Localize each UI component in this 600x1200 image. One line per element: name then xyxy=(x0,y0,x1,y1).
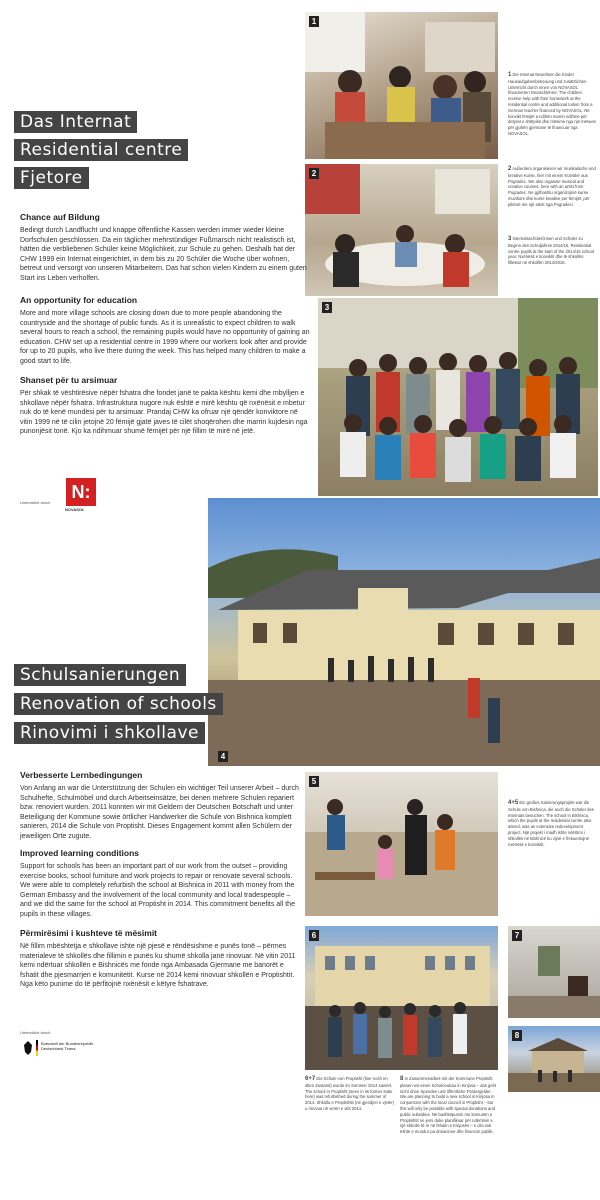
section-title-en: Renovation of schools xyxy=(14,693,223,715)
heading-de: Chance auf Bildung xyxy=(20,212,100,222)
photo-old-classroom xyxy=(508,926,600,1018)
section-title-sq: Fjetore xyxy=(14,167,89,189)
caption-6-7 xyxy=(305,1076,395,1112)
section-title-sq: Rinovimi i shkollave xyxy=(14,722,205,744)
photo-school-proptisht xyxy=(305,926,498,1070)
photo-number-badge: 2 xyxy=(309,168,319,179)
photo-school-interior xyxy=(305,772,498,916)
sponsor-name: Botschaft der Bundesrepublik Deutschland Tirana xyxy=(41,1041,94,1051)
photo-art-course xyxy=(305,164,498,296)
heading-en: Improved learning conditions xyxy=(20,848,140,858)
photo-kinjosa-school xyxy=(508,1026,600,1092)
paragraph-sq: Në fillim mbështetja e shkollave ishte një pjesë e rëndësishme e punës tonë – përmes materialeve të shkollës dhe fillimin e punës ku shumë shkolla janë rinovuar. Në vitin 2011 kemi ndërtuar shkollën e Bishnicës me fonde nga Ambasada Gjermane me banorët e fshatit dhe pjesmarrjen e komunitetit. Kurse në 2014 kemi rinovuar shkollën e Proptishtit. Nga këto punime do të përfitojnë nxënësit e këtyre fshatrave. xyxy=(20,943,296,989)
photo-group-pupils xyxy=(318,298,598,496)
sponsor-label: Unterstützt durch xyxy=(20,500,51,505)
photo-school-bishnica xyxy=(208,498,600,766)
photo-number-badge: 4 xyxy=(218,751,228,762)
caption-number: 3 xyxy=(508,236,512,242)
caption-number: 6+7 xyxy=(305,1076,316,1082)
heading-en: An opportunity for education xyxy=(20,295,138,305)
caption-2 xyxy=(508,166,596,208)
photo-number-badge: 6 xyxy=(309,930,319,941)
caption-1 xyxy=(508,72,596,137)
caption-number: 2 xyxy=(508,166,512,172)
photo-number-badge: 7 xyxy=(512,930,522,941)
caption-text: Internatsschüler/innen und Schüler zu Beginn des Schuljahres 2014/15. Residential centre pupils at the start of the 2014/15 school year. Nxënësit e konviktit dhe të shkollës fillestar në shkollën 2014/2015. xyxy=(508,236,594,266)
paragraph-en: More and more village schools are closing down due to more people abandoning the countryside and the shortage of public funds. As it is unrealistic to expect children to walk several hours to reach a school, the remaining pupils would have no opportunity of gaining an education. CHW set up a residential centre in 1999 where our workers look after and provide for up to 20 pupils, who live there during the week. This has helped many children to make a good start to life. xyxy=(20,310,310,365)
sponsor-label: Unterstützt durch xyxy=(20,1030,51,1035)
sponsor-name: NOVASOL xyxy=(65,507,85,512)
caption-text: Die Schule von Proptisht (hier noch im alten Zustand) wurde im Sommer 2014 saniert. The school in Proptisht (seen in its former state here) was refurbished during the summer of 2014. Shkolla e Proptishtit (në gjendjen e vjetër) u rinovua në verën e vitit 2014. xyxy=(305,1076,395,1111)
german-flag-bar xyxy=(36,1040,38,1056)
heading-de: Verbesserte Lernbedingungen xyxy=(20,770,143,780)
section-title-de: Schulsanierungen xyxy=(14,664,186,686)
caption-number: 4+5 xyxy=(508,800,519,806)
caption-number: 8 xyxy=(400,1076,404,1082)
paragraph-de: Von Anfang an war die Unterstützung der Schulen ein wichtiger Teil unserer Arbeit – durch Schulhefte, Schulmöbel und durch Arbeitseinsätze, bei denen mehrere Schulen repariert bzw. renoviert wurden. 2011 konnten wir mit Geldern der Deutschen Botschaft und unter Beteiligung der Kommune sowie örtlicher Handwerker die Schule von Bishnica komplett sanieren, 2014 die Schule von Proptisht. Dieses Engagement kommt allen Schülern der jeweiligen Orte zugute. xyxy=(20,785,299,840)
photo-number-badge: 5 xyxy=(309,776,319,787)
caption-text: In Zusammenarbeit mit der Kommune Proptisht planen wir einen Schulneubau in Kinjosa – das geht nicht ohne Spenden und öffentliche Fördergelder. We are planning to build a new school in Kinjosa in conjunction with the local council in Proptisht – but this will only be possible with special donations and public subsidies. Në bashkëpunim me komunën e Proptishtit ne jemi duke planifikuar për ndërtimin e një shkolle të re në fshatin e Kinjosës – e cila nuk është e mundur pa donacione dhe financim publik. xyxy=(400,1076,497,1135)
caption-number: 1 xyxy=(508,72,512,78)
paragraph-de: Bedingt durch Landflucht und knappe öffentliche Kassen werden immer wieder kleine Dorfschulen geschlossen. Da ein täglicher mehrstündiger Fußmarsch nicht realistisch ist, hätten die verbliebenen Schüler keine Möglichkeit, zur Schule zu gehen. Deshalb hat der CHW 1999 ein Internat eingerichtet, in dem bis zu 20 Schüler die Woche über wohnen, betreut und versorgt von unseren Mitarbeitern. Das hat schon vielen Kindern zu einem guten Start ins Leben verholfen. xyxy=(20,227,307,282)
photo-number-badge: 1 xyxy=(309,16,319,27)
photo-number-badge: 3 xyxy=(322,302,332,313)
caption-8 xyxy=(400,1076,498,1135)
german-eagle-emblem-icon xyxy=(22,1040,34,1056)
section-title-de: Das Internat xyxy=(14,111,137,133)
novasol-logo xyxy=(66,478,96,506)
paragraph-en: Support for schools has been an important part of our work from the outset – providing exercise books, school furniture and work projects to repair or renovate several schools. We were able to completely refurbish the school at Bishnica in 2011 with money from the German Embassy and the involvement of the local community and local tradespeople – and we did the same for the school at Proptisht in 2014. This commitment benefits all the pupils in these villages. xyxy=(20,863,295,918)
photo-homework-children xyxy=(305,12,498,159)
caption-4-5 xyxy=(508,800,596,847)
caption-text: Ein großes Sanierungsprojekt war die Schule von Bishnica, die auch die Schüler des Internats besuchen. The school in Bishnica, which the pupils at the residential centre also attend, was an extensive redevelopment project. Një projekt i madh ishte ndërtimi i shkollës në Bishnicë ku vijnë e frekuentojnë nxënësit e konviktit. xyxy=(508,800,594,847)
heading-sq: Shanset për tu arsimuar xyxy=(20,375,118,385)
photo-number-badge: 8 xyxy=(512,1030,522,1041)
caption-text: Die Internat-bewohner die Kinder Hausaufgabenbetreuung und zusätzlichen Unterricht durch einen von NOVASOL finanzierten Deutschlehrer. The children receive help with their homework at the residential centre and additional tuition from a German teacher financed by NOVASOL. Në konvikt fëmijët a ndihën marrin ndihmë për detyrat e shtëpisë dhe mësime nga një mësues për gjuhën gjermane të financuar nga NOVASOL. xyxy=(508,72,596,136)
paragraph-sq: Për shkak të vështirësive nëpër fshatra dhe fondet janë te pakta kështu kemi dhe mbylljen e shkollave nëpër fshatra. Infrastruktura nugore nuk është e mirë kështu që nxënësit e mbetur nuk do të kenë mundësi për tu arsimuar. Prandaj CHW ka ofruar një qëndër konviktore në vitin 1999 në të cilin jetojnë 20 fëmijë gjatë javes të cilët shoqërohen dhe marrin kujdesin nga punonjësit tonë. Kjo ka ndihmuar shumë fëmijët për një fillim të mirë në jetë. xyxy=(20,390,308,436)
caption-text: Außerdem organisieren wir musikalische und kreative Kurse, hier mit einem Künstler aus Pogradec. We also organise musical and creative courses, here with an artist from Pogradec. Ne gjithashtu organizojmë kurse muzikore dhe kurse kreative per fëmijët, për piktorë me një artist nga Pogradeci. xyxy=(508,166,596,207)
heading-sq: Përmirësimi i kushteve të mësimit xyxy=(20,928,158,938)
section-title-en: Residential centre xyxy=(14,139,188,161)
novasol-logo-mark: N: xyxy=(71,482,91,502)
caption-3 xyxy=(508,236,596,266)
